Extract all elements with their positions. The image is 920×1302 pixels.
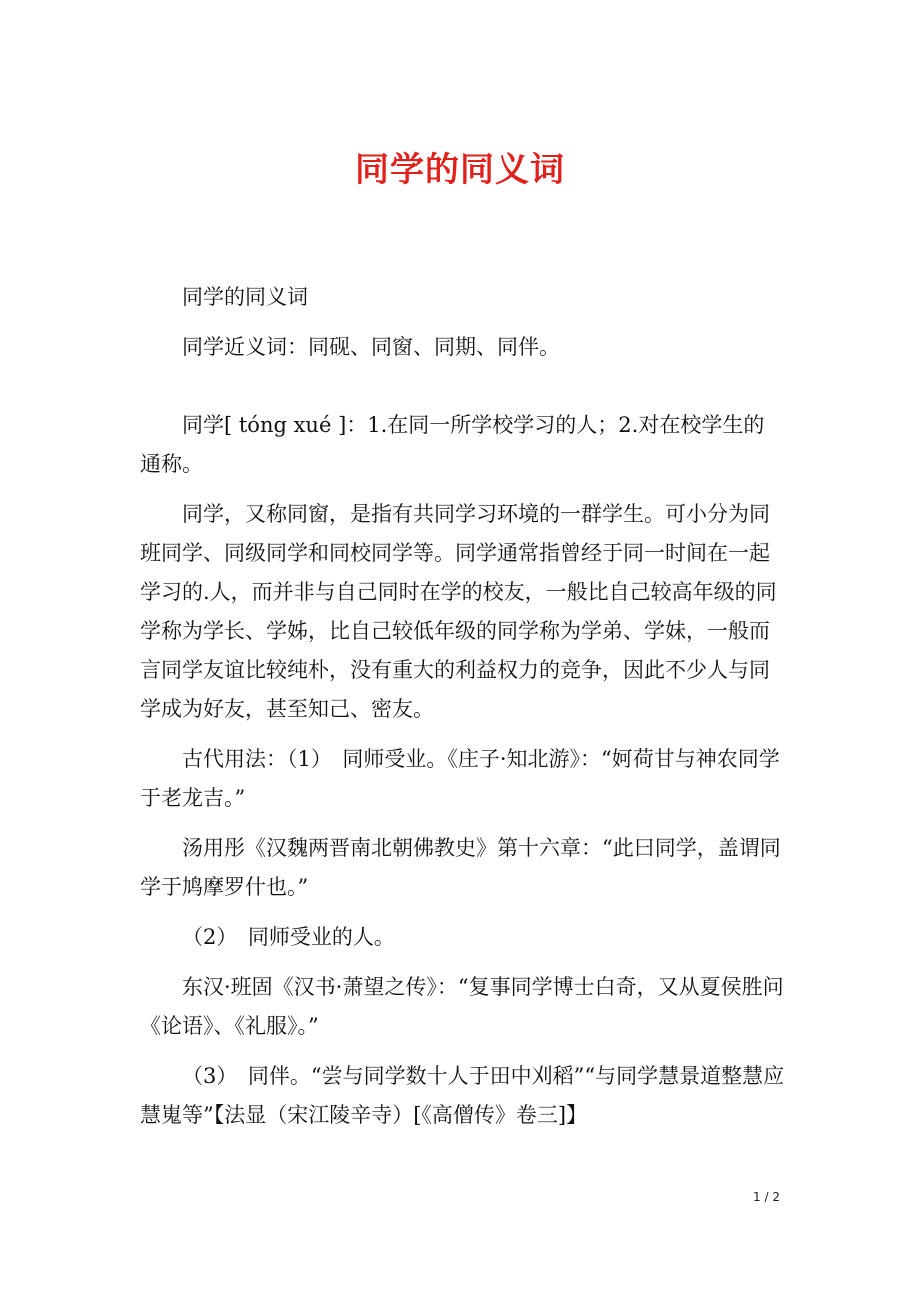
paragraph-ancient-usage-2: （2） 同师受业的人。	[182, 925, 395, 949]
paragraph-ancient-usage-1: 古代用法：（1） 同师受业。《庄子·知北游》：“妸荷甘与神农同学于老龙吉。”	[140, 747, 780, 810]
paragraph-definition: 同学[ tóng xué ]：1.在同一所学校学习的人；2.对在校学生的通称。	[140, 413, 765, 476]
paragraph-spacer	[140, 378, 785, 406]
paragraph-synonyms: 同学近义词：同砚、同窗、同期、同伴。	[182, 335, 560, 359]
document-title: 同学的同义词	[355, 150, 565, 190]
paragraph-ancient-usage-3: （3） 同伴。“尝与同学数十人于田中刈稻”“与同学慧景道整慧应慧嵬等”【法显（宋江陵辛寺）[《高僧传》卷三]】	[140, 1064, 785, 1127]
document-body	[140, 278, 785, 1146]
page-number: 1 / 2	[753, 1190, 780, 1204]
paragraph-quote-hanshu: 东汉·班固《汉书·萧望之传》：“复事同学博士白奇，又从夏侯胜问《论语》、《礼服》。”	[140, 975, 784, 1038]
paragraph-explanation: 同学，又称同窗，是指有共同学习环境的一群学生。可小分为同班同学、同级同学和同校同学等。同学通常指曾经于同一时间在一起学习的.人，而并非与自己同时在学的校友，一般比自己较高年级的同学称为学长、学姊，比自己较低年级的同学称为学弟、学妹，一般而言同学友谊比较纯朴，没有重大的利益权力的竞争，因此不少人与同学成为好友，甚至知己、密友。	[140, 502, 777, 721]
paragraph-heading: 同学的同义词	[182, 285, 308, 309]
paragraph-quote-tang: 汤用彤《汉魏两晋南北朝佛教史》第十六章：“此曰同学，盖谓同学于鸠摩罗什也。”	[140, 836, 781, 899]
